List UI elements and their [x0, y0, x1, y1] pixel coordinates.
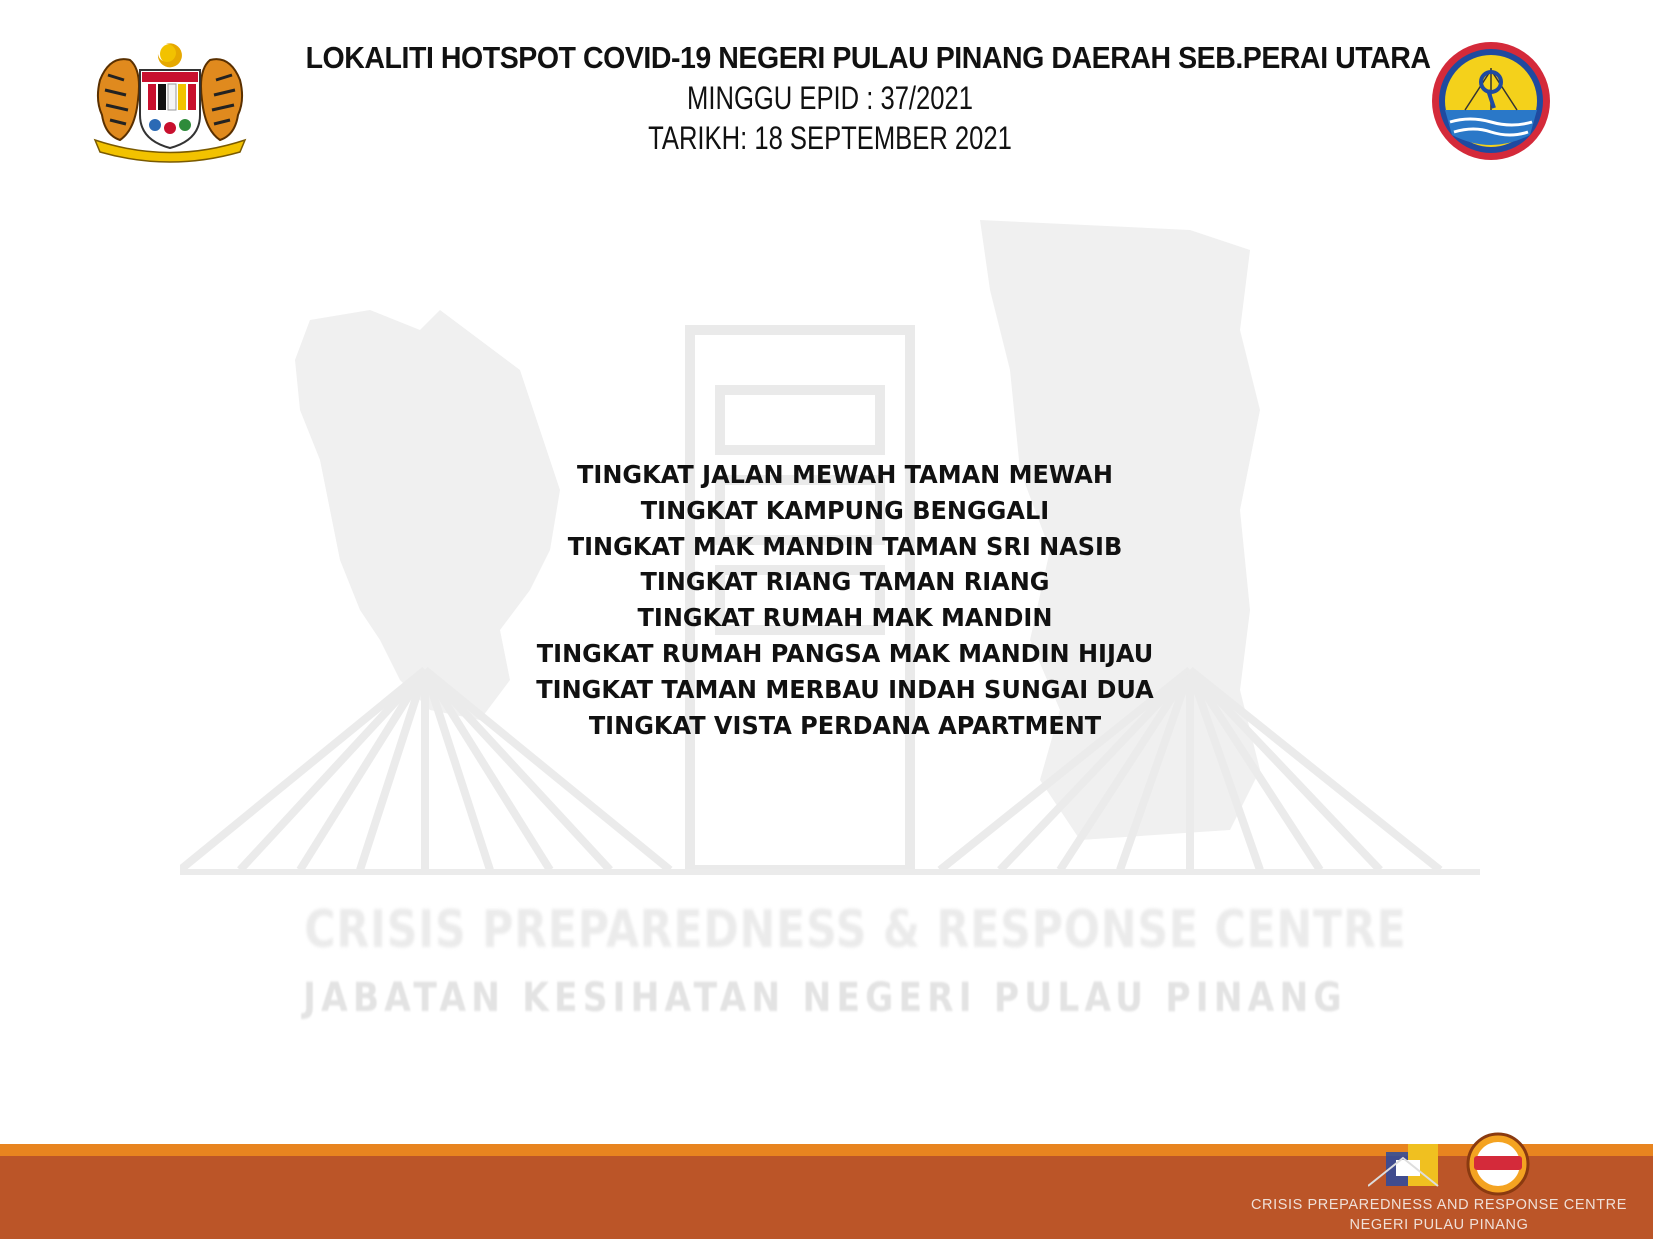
list-item: TINGKAT VISTA PERDANA APARTMENT: [588, 710, 1102, 740]
list-item: TINGKAT RUMAH MAK MANDIN: [637, 603, 1053, 633]
tiger-right-icon: [201, 59, 242, 140]
epid-week: MINGGU EPID : 37/2021: [687, 80, 973, 116]
shield-icon: [140, 70, 200, 148]
health-department-logo: [1430, 40, 1552, 162]
cprc-logo-icon: [1368, 1144, 1438, 1186]
footer-org-name: CRISIS PREPAREDNESS AND RESPONSE CENTRE: [1250, 1197, 1628, 1213]
list-item: TINGKAT RIANG TAMAN RIANG: [640, 567, 1050, 597]
list-item: TINGKAT TAMAN MERBAU INDAH SUNGAI DUA: [536, 674, 1154, 704]
watermark-text-line2: JABATAN KESIHATAN NEGERI PULAU PINANG: [303, 975, 1347, 1021]
header: [260, 38, 1431, 158]
page-title: LOKALITI HOTSPOT COVID-19 NEGERI PULAU PINANG DAERAH SEB.PERAI UTARA: [305, 40, 1431, 75]
list-item: TINGKAT KAMPUNG BENGGALI: [640, 495, 1050, 525]
coat-of-arms-logo: [90, 40, 250, 165]
watermark-text-line1: CRISIS PREPAREDNESS & RESPONSE CENTRE: [304, 900, 1407, 960]
footer-logos: [1368, 1130, 1538, 1200]
list-item: TINGKAT MAK MANDIN TAMAN SRI NASIB: [567, 531, 1123, 561]
hotspot-localities-list: [440, 457, 1250, 743]
tiger-left-icon: [98, 59, 139, 140]
list-item: TINGKAT JALAN MEWAH TAMAN MEWAH: [577, 460, 1113, 489]
footer-org-state: NEGERI PULAU PINANG: [1349, 1217, 1529, 1233]
report-date: TARIKH: 18 SEPTEMBER 2021: [648, 120, 1012, 156]
list-item: TINGKAT RUMAH PANGSA MAK MANDIN HIJAU: [536, 638, 1154, 668]
covid-campaign-logo-icon: [1468, 1134, 1528, 1194]
